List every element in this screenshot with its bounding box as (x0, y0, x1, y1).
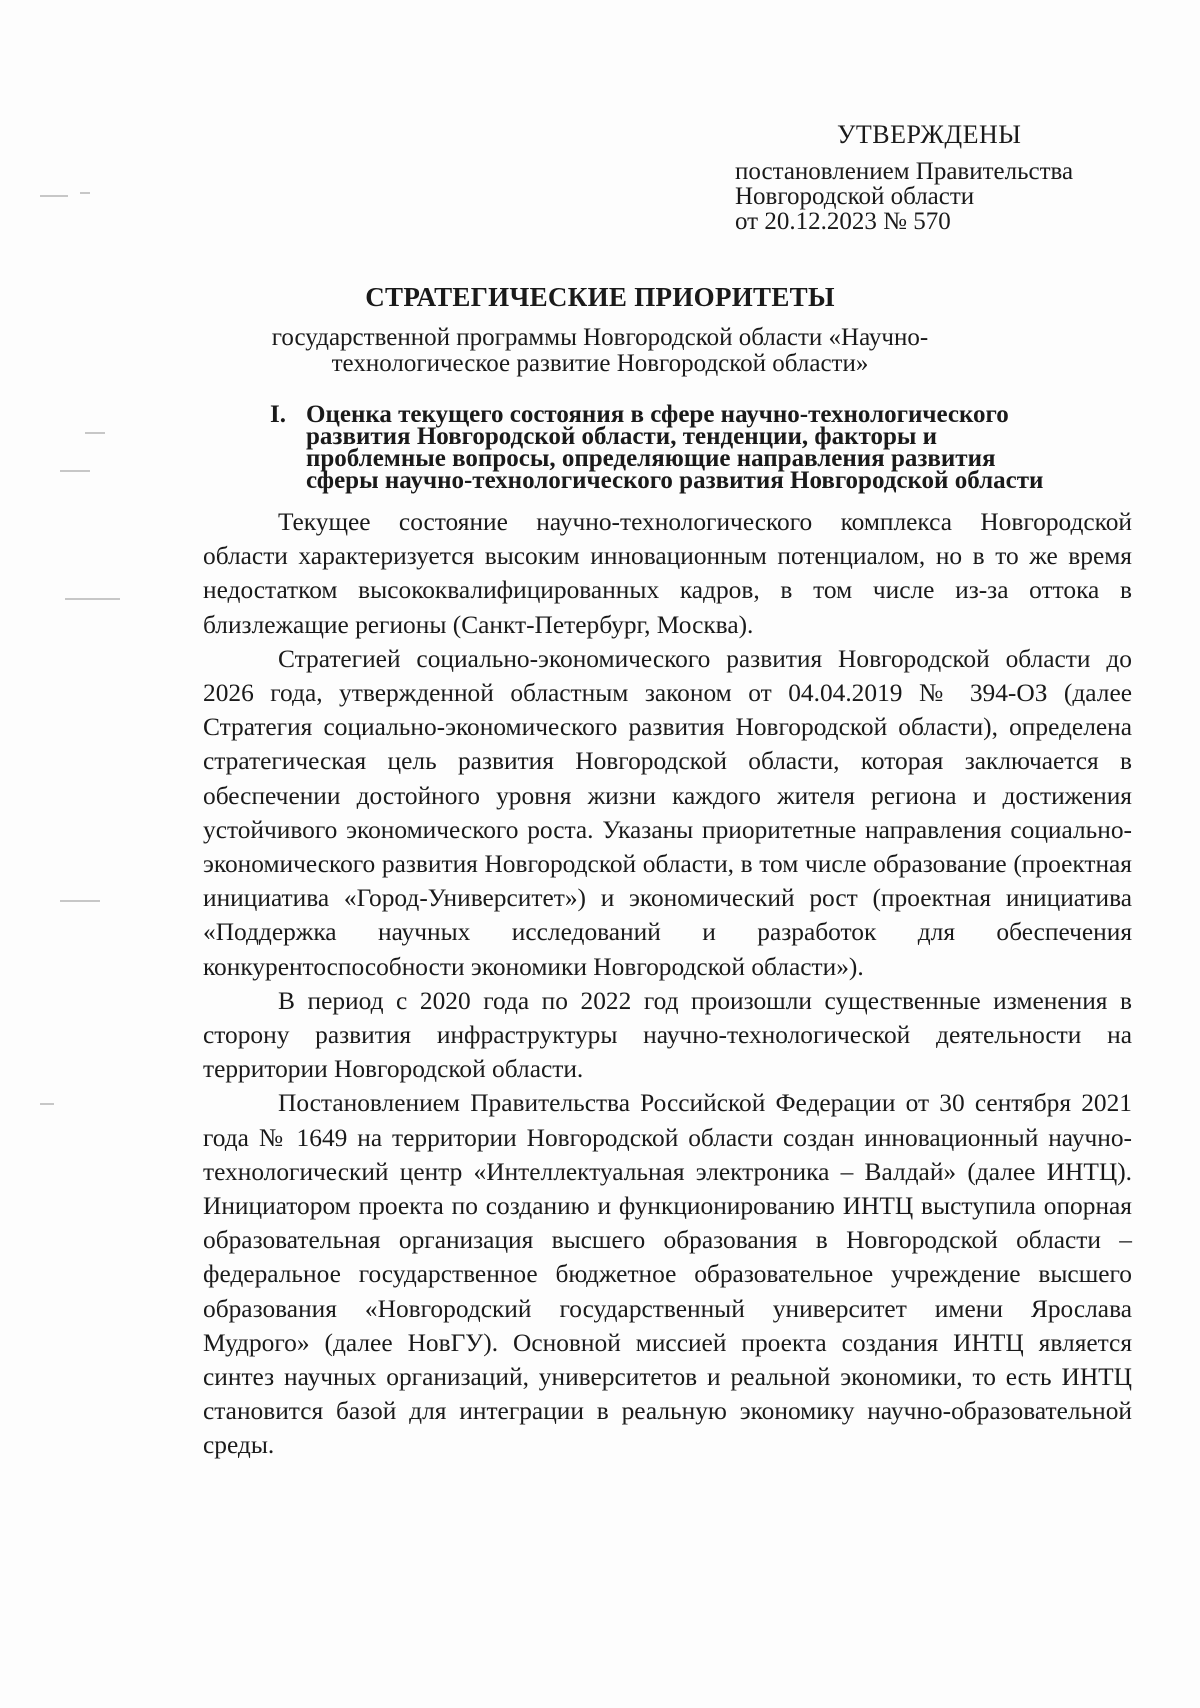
section-number: I. (270, 401, 286, 428)
paragraph: Стратегией социально-экономического развития Новгородской области до 2026 года, утвержденной областным законом от 04.04.2019 № 394-ОЗ (далее Стратегия социально-экономического развития Новгородской области), определена стратегическая цель развития Новгородской области, которая заключается в обеспечении достойного уровня жизни каждого жителя региона и достижения устойчивого экономического роста. Указаны приоритетные направления социально-экономического развития Новгородской области, в том числе образование (проектная инициатива «Город-Университет») и экономический рост (проектная инициатива «Поддержка научных исследований и разработок для обеспечения конкурентоспособности экономики Новгородской области»). (203, 644, 1132, 981)
approval-block (735, 122, 1155, 234)
scan-speck (40, 195, 68, 197)
section-title-line-1: Оценка текущего состояния в сфере научно-технологического (306, 401, 1009, 428)
section-title-line-2: развития Новгородской области, тенденции, факторы и (306, 423, 938, 450)
scan-speck (80, 192, 90, 194)
paragraph: В период с 2020 года по 2022 год произошли существенные изменения в сторону развития инфраструктуры научно-технологической деятельности на территории Новгородской области. (203, 986, 1132, 1084)
section-title (306, 401, 1150, 494)
subtitle-line-1: государственной программы Новгородской области «Научно- (271, 324, 929, 351)
scan-speck (85, 432, 105, 434)
paragraph: Текущее состояние научно-технологического комплекса Новгородской области характеризуется высоким инновационным потенциалом, но в то же время недостатком высококвалифицированных кадров, в том числе из-за оттока в близлежащие регионы (Санкт-Петербург, Москва). (203, 508, 1132, 639)
approved-label: УТВЕРЖДЕНЫ (837, 120, 1022, 149)
approval-line-2: Новгородской области (735, 183, 975, 210)
scan-speck (60, 470, 90, 472)
scan-speck (60, 900, 100, 902)
section-title-line-3: проблемные вопросы, определяющие направления развития (306, 445, 996, 472)
approval-line-3: от 20.12.2023 № 570 (735, 208, 951, 235)
section-title-line-4: сферы научно-технологического развития Новгородской области (306, 467, 1044, 494)
document-subtitle (0, 325, 1200, 377)
subtitle-line-2: технологическое развитие Новгородской области» (331, 350, 869, 377)
scan-speck (65, 598, 120, 600)
paragraph: Постановлением Правительства Российской Федерации от 30 сентября 2021 года № 1649 на территории Новгородской области создан инновационный научно-технологический центр «Интеллектуальная электроника – Валдай» (далее ИНТЦ). Инициатором проекта по созданию и функционированию ИНТЦ выступила опорная образовательная организация высшего образования в Новгородской области – федеральное государственное бюджетное образовательное учреждение высшего образования «Новгородский государственный университет имени Ярослава Мудрого» (далее НовГУ). Основной миссией проекта создания ИНТЦ является синтез научных организаций, университетов и реальной экономики, то есть ИНТЦ становится базой для интеграции в реальную экономику научно-образовательной среды. (203, 1089, 1132, 1460)
document-title: СТРАТЕГИЧЕСКИЕ ПРИОРИТЕТЫ (365, 282, 835, 312)
scan-speck (40, 1103, 54, 1105)
section-heading (270, 401, 1150, 494)
approval-line-1: постановлением Правительства (735, 158, 1074, 185)
body-text (203, 505, 1132, 1463)
